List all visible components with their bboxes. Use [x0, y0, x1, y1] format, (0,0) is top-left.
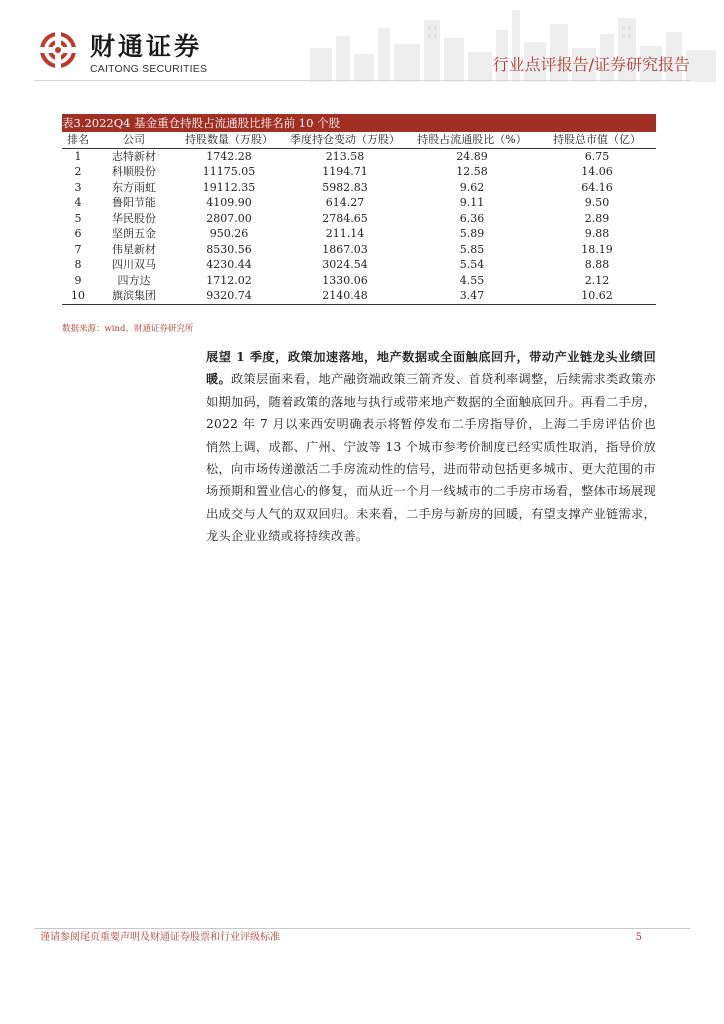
table-row — [62, 180, 656, 196]
cell-shares: 19112.35 — [202, 180, 256, 194]
table-title: 表3.2022Q4 基金重仓持股占流通股比排名前 10 个股 — [62, 114, 656, 132]
cell-shares: 11175.05 — [202, 165, 256, 178]
cell-market-value: 64.16 — [581, 180, 613, 194]
cell-ratio: 6.36 — [459, 211, 485, 225]
outlook-paragraph — [206, 346, 656, 548]
cell-change: 1867.03 — [322, 242, 368, 256]
cell-market-value: 2.12 — [584, 273, 610, 287]
cell-market-value: 18.19 — [581, 242, 613, 256]
cell-company: 坚朗五金 — [112, 227, 156, 240]
table-row — [62, 164, 656, 180]
outlook-text: 政策层面来看，地产融资端政策三箭齐发、首贷利率调整，后续需求类政策亦如期加码，随着政策的落地与执行或带来地产数据的全面触底回升。再看二手房，2022 年 7 月以来西安明确表示将暂停发布二手房指导价，上海二手房评估价也悄然上调，成都、广州、宁波等 13 个城市参考价制度已经实质性取消，指导价放松，向市场传递激活二手房流动性的信号，进而带动包括更多城市、更大范围的市场预期和置业信心的修复，而从近一个月一线城市的二手房市场看，整体市场展现出成交与人气的双双回归。未来看，二手房与新房的回暖，有望支撑产业链需求，龙头企业业绩或将持续改善。 — [206, 372, 656, 544]
cell-rank: 4 — [74, 196, 82, 209]
col-header-rank: 排名 — [67, 133, 89, 146]
table-row — [62, 211, 656, 227]
header-divider — [34, 80, 690, 81]
col-header-change: 季度持仓变动（万股） — [290, 133, 400, 146]
cell-company: 志特新材 — [112, 149, 156, 163]
cell-rank: 8 — [74, 258, 82, 271]
cell-rank: 6 — [74, 227, 82, 240]
col-header-shares: 持股数量（万股） — [185, 133, 273, 146]
cell-rank: 5 — [74, 211, 82, 225]
col-header-ratio: 持股占流通股比（%） — [417, 133, 527, 146]
table-header-row — [62, 132, 656, 148]
cell-shares: 4230.44 — [206, 258, 252, 271]
cell-ratio: 4.55 — [459, 273, 485, 287]
cell-company: 伟星新材 — [112, 242, 156, 256]
cell-ratio: 5.89 — [459, 227, 485, 240]
cell-company: 四川双马 — [112, 258, 156, 271]
report-type-label: 行业点评报告/证券研究报告 — [492, 55, 690, 74]
cell-shares: 1742.28 — [206, 149, 252, 163]
cell-ratio: 3.47 — [459, 289, 485, 302]
page-header — [0, 0, 724, 82]
cell-company: 科顺股份 — [112, 165, 156, 178]
cell-market-value: 2.89 — [584, 211, 610, 225]
cell-rank: 2 — [74, 165, 82, 178]
disclaimer-note: 谨请参阅尾页重要声明及财通证券股票和行业评级标准 — [40, 932, 280, 943]
cell-company: 东方雨虹 — [112, 180, 156, 194]
col-header-market-value: 持股总市值（亿） — [553, 133, 641, 146]
page-number: 5 — [635, 932, 642, 943]
footer-divider — [34, 928, 690, 929]
cell-shares: 9320.74 — [206, 289, 252, 302]
cell-change: 2140.48 — [322, 289, 368, 302]
table-row — [62, 148, 656, 164]
cell-shares: 950.26 — [209, 227, 249, 240]
cell-change: 1330.06 — [322, 273, 368, 287]
cell-rank: 9 — [74, 273, 82, 287]
cell-market-value: 9.50 — [584, 196, 610, 209]
cell-company: 鲁阳节能 — [112, 196, 156, 209]
cell-change: 2784.65 — [322, 211, 368, 225]
col-header-company: 公司 — [123, 133, 145, 146]
table-row — [62, 288, 656, 304]
caitong-logo-icon — [40, 32, 76, 68]
cell-company: 旗滨集团 — [112, 289, 156, 302]
cell-shares: 2807.00 — [206, 211, 252, 225]
cell-rank: 3 — [74, 180, 82, 194]
table-row — [62, 273, 656, 289]
table-row — [62, 195, 656, 211]
cell-rank: 7 — [74, 242, 82, 256]
cell-change: 211.14 — [325, 227, 365, 240]
table-row — [62, 242, 656, 258]
cell-ratio: 9.11 — [459, 196, 485, 209]
cell-market-value: 8.88 — [584, 258, 610, 271]
data-source-note: 数据来源：wind、财通证券研究所 — [62, 324, 194, 334]
brand-name-en: CAITONG SECURITIES — [90, 63, 208, 75]
cell-shares: 4109.90 — [206, 196, 252, 209]
cell-rank: 1 — [74, 149, 82, 163]
cell-change: 614.27 — [325, 196, 365, 209]
cell-market-value: 10.62 — [581, 289, 613, 302]
cell-ratio: 24.89 — [456, 149, 488, 163]
cell-market-value: 6.75 — [584, 149, 610, 163]
brand-name-cn: 财通证券 — [90, 32, 203, 61]
cell-ratio: 9.62 — [459, 180, 485, 194]
cell-rank: 10 — [71, 289, 85, 302]
cell-ratio: 5.85 — [459, 242, 485, 256]
cell-company: 华民股份 — [112, 211, 156, 225]
holdings-table-section — [62, 114, 656, 305]
cell-change: 5982.83 — [322, 180, 368, 194]
cell-company: 四方达 — [117, 273, 151, 287]
table-row — [62, 226, 656, 242]
holdings-table — [62, 132, 656, 305]
cell-ratio: 5.54 — [459, 258, 485, 271]
outlook-lead: 展望 1 季度，政策加速落地，地产数据或全面触底回升，带动产业链龙头业绩回暖。 — [206, 350, 656, 387]
cell-shares: 1712.02 — [206, 273, 252, 287]
cell-market-value: 9.88 — [584, 227, 610, 240]
cell-change: 1194.71 — [322, 165, 368, 178]
cell-change: 213.58 — [325, 149, 365, 163]
cell-market-value: 14.06 — [581, 165, 613, 178]
cell-ratio: 12.58 — [456, 165, 488, 178]
cell-shares: 8530.56 — [206, 242, 252, 256]
cell-change: 3024.54 — [322, 258, 368, 271]
table-row — [62, 257, 656, 273]
